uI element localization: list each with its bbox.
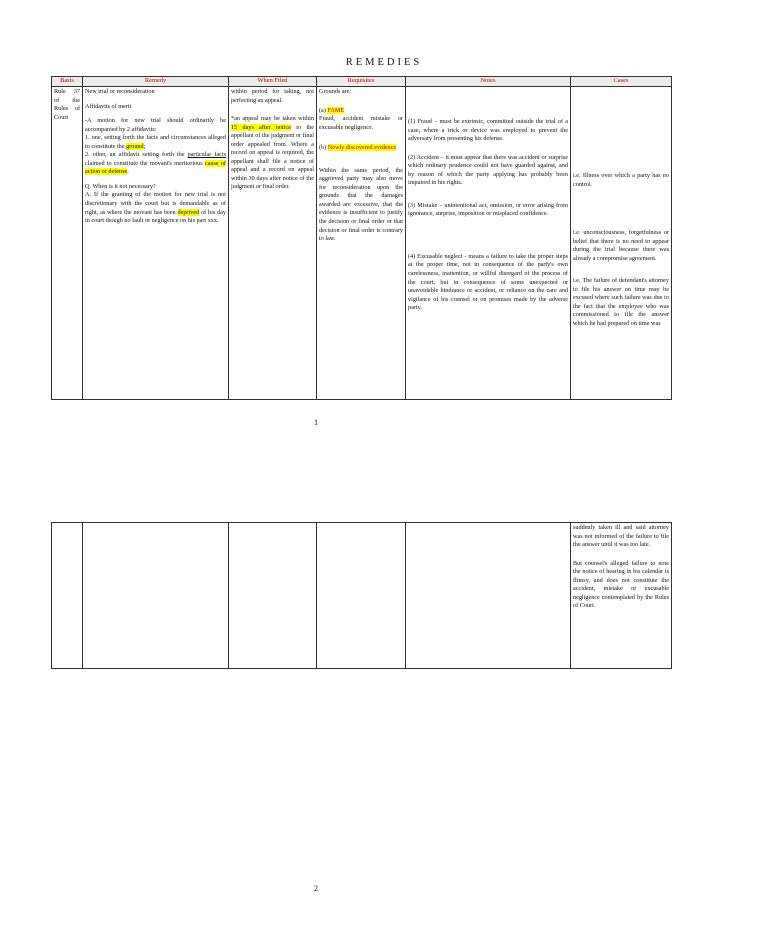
when-filed-cell-continued — [229, 523, 317, 669]
note-accident: (2) Accident – it must appear that there was accident or surprise which ordinary prudence could not have guarded against, and by reason of which the party applying has probably been impaired in his rights. — [408, 153, 568, 187]
table-row — [52, 87, 672, 400]
motion-text: -A motion for new trial should ordinarily be accompanied by 2 affidavits: — [85, 117, 226, 133]
remedies-table — [51, 76, 672, 400]
header-remedy: Remedy — [83, 77, 229, 87]
affidavits-heading: Affidavits of merit — [85, 102, 132, 110]
page-number-2: 2 — [314, 884, 318, 893]
header-when-filed: When Filed — [229, 77, 317, 87]
reconsideration-text: Within the same period, the aggrieved party may also move for reconsideration upon the grounds that the damages awarded are excessive, that the evidence is insufficient to justify the decision or final order or that decision or final order is contrary to law. — [319, 166, 403, 243]
case-attorney-failure-continued: suddenly taken ill and said attorney was not informed of the failure to file the answer until it was too late. — [573, 524, 669, 549]
note-mistake: (3) Mistake – unintentional act, omission, or error arising from ignorance, surprise, imposition or misplaced confidence. — [408, 201, 568, 218]
answer-text: A. If the granting of the motion for new trial is not discretionary with the court but is demandable as of right, as where the movant has been deprived of his day in court though no fault or negligence on his part xxx. — [85, 191, 227, 225]
header-requisites: Requisites — [317, 77, 406, 87]
ground-a-text: Fraud, accident mistake or excusable negligence. — [319, 115, 403, 131]
page-title: REMEDIES — [345, 57, 423, 68]
table-row — [52, 523, 672, 669]
remedies-table-continued — [51, 522, 672, 669]
when-filed-cell — [229, 87, 317, 400]
basis-cell-continued — [52, 523, 83, 669]
header-cases: Cases — [571, 77, 672, 87]
header-row — [52, 77, 672, 87]
notes-cell — [406, 87, 571, 400]
page-number-1: 1 — [314, 418, 318, 427]
remedy-title: New trial or reconsideration — [85, 88, 155, 95]
note-fraud: (1) Fraud – must be extrinsic, committed outside the trial of a case, where a trick or device was employed to prevent the adversary from presenting his defense. — [408, 118, 568, 143]
case-calendar-flimsy: But counsel's alleged failure to note the notice of hearing in his calendar is flimsy, and does not constitute the accident, mistake or excusable negligence contemplated by the Rules of Court. — [573, 559, 669, 610]
ground-b: (b) Newly discovered evidence — [319, 144, 397, 152]
note-excusable-neglect: (4) Excusable neglect - means a failure to take the proper steps at the proper time, not in consequence of the party's own carelessness, inattention, or willful disregard of the process of the court, but in consequence of some unexpected or unavoidable hindrance or accident, or reliance on the care and vigilance of his counsel or on promises made by the adverse party. — [408, 252, 568, 312]
header-basis: Basis — [52, 77, 83, 87]
ground-a-label: (a) FAME — [319, 106, 345, 114]
header-notes: Notes — [406, 77, 571, 87]
remedy-cell-continued — [83, 523, 229, 669]
grounds-intro: Grounds are: — [319, 88, 352, 95]
remedy-cell — [83, 87, 229, 400]
cases-cell — [571, 87, 672, 400]
case-illness: i.e. Illness over which a party has no control. — [573, 172, 669, 188]
affidavit-item-2: 2. other, an affidavit setting forth the particular facts claimed to constitute the movant's meritorious cause of action or defense. — [85, 151, 226, 176]
cases-cell-continued — [571, 523, 672, 669]
basis-text: Rule 37 of the Rules of Court — [54, 88, 80, 121]
case-attorney-failure: i.e. The failure of defendant's attorney to file his answer on time may be excused where such failure was due to the fact that the employee who was commissioned to file the answer which he had prepared on time was — [573, 277, 669, 328]
case-unconsciousness: i.e. unconsciousness, forgetfulness or belief that there is no need to appear during the trial because there was already a compromise agreement. — [573, 229, 669, 262]
requisites-cell-continued — [317, 523, 406, 669]
appeal-period-text: *an appeal may be taken within 15 days after notice to the appellant of the judgment or final order appealed from. Where a record on appeal is required, the appellant shall file a notice of appeal and a record on appeal within 30 days after notice of the judgment or final order. — [231, 115, 314, 191]
question-text: Q. When is it not necessary? — [85, 182, 156, 190]
affidavit-item-1: 1. one, setting forth the facts and circumstances alleged to constitute the ground; — [85, 134, 226, 150]
requisites-cell — [317, 87, 406, 400]
notes-cell-continued — [406, 523, 571, 669]
basis-cell — [52, 87, 83, 400]
when-filed-text: within period for taking, not perfecting an appeal. — [231, 88, 314, 104]
